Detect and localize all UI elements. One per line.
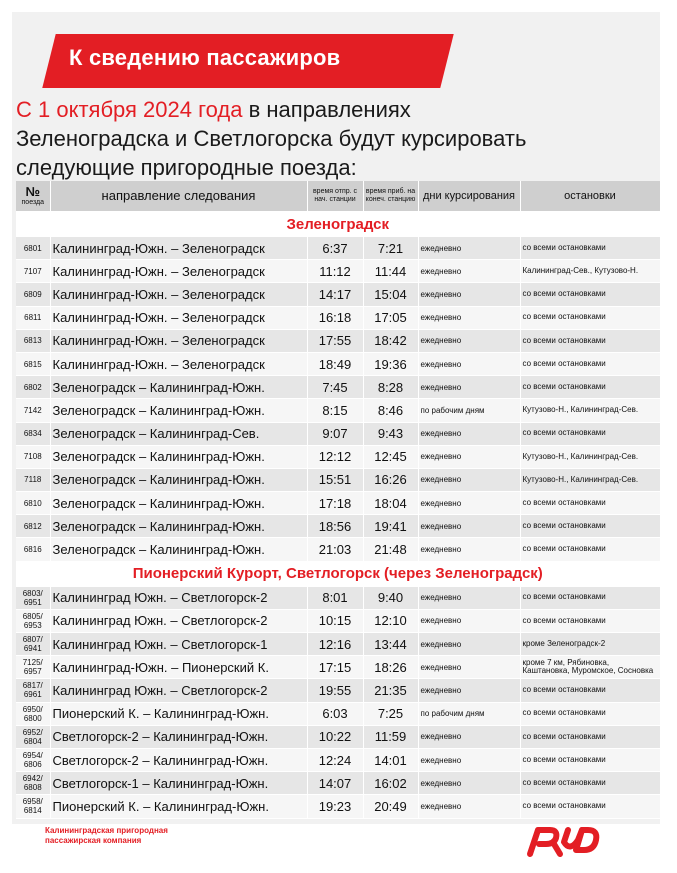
days-cell: по рабочим дням — [418, 399, 520, 422]
direction-cell: Калининград-Южн. – Зеленоградск — [50, 260, 307, 283]
direction-cell: Зеленоградск – Калининград-Южн. — [50, 538, 307, 561]
departure-cell: 17:18 — [307, 492, 363, 515]
table-row — [16, 376, 660, 399]
departure-cell: 8:15 — [307, 399, 363, 422]
header-departure: время отпр. с нач. станции — [307, 181, 363, 212]
table-row — [16, 283, 660, 306]
table-row — [16, 538, 660, 561]
train-number-cell: 6809 — [16, 283, 50, 306]
heading-line2: Зеленоградска и Светлогорска будут курсировать — [16, 126, 527, 151]
train-number-cell: 7107 — [16, 260, 50, 283]
arrival-cell: 19:36 — [363, 352, 418, 375]
departure-cell: 16:18 — [307, 306, 363, 329]
train-number-cell: 6807/ 6941 — [16, 633, 50, 656]
table-row — [16, 260, 660, 283]
table-row — [16, 656, 660, 679]
stops-cell: Кутузово-Н., Калининград-Сев. — [520, 468, 660, 491]
train-number-cell: 6817/ 6961 — [16, 679, 50, 702]
stops-cell: со всеми остановками — [520, 306, 660, 329]
header-train-number: № поезда — [16, 181, 50, 212]
departure-cell: 6:37 — [307, 237, 363, 260]
days-cell: ежедневно — [418, 283, 520, 306]
heading-date: С 1 октября 2024 года — [16, 97, 243, 122]
table-row — [16, 609, 660, 632]
rzd-logo-icon — [524, 820, 604, 860]
heading-line3: следующие пригородные поезда: — [16, 155, 357, 180]
stops-cell: Кутузово-Н., Калининград-Сев. — [520, 399, 660, 422]
days-cell: ежедневно — [418, 329, 520, 352]
stops-cell: со всеми остановками — [520, 329, 660, 352]
arrival-cell: 14:01 — [363, 748, 418, 771]
notice-heading — [16, 95, 656, 182]
direction-cell: Пионерский К. – Калининград-Южн. — [50, 795, 307, 818]
arrival-cell: 11:44 — [363, 260, 418, 283]
departure-cell: 17:55 — [307, 329, 363, 352]
departure-cell: 17:15 — [307, 656, 363, 679]
days-cell: ежедневно — [418, 468, 520, 491]
direction-cell: Светлогорск-2 – Калининград-Южн. — [50, 748, 307, 771]
arrival-cell: 8:28 — [363, 376, 418, 399]
table-row — [16, 515, 660, 538]
table-row — [16, 702, 660, 725]
direction-cell: Пионерский К. – Калининград-Южн. — [50, 702, 307, 725]
stops-cell: со всеми остановками — [520, 679, 660, 702]
departure-cell: 14:07 — [307, 772, 363, 795]
stops-cell: со всеми остановками — [520, 609, 660, 632]
days-cell: ежедневно — [418, 260, 520, 283]
stops-cell: со всеми остановками — [520, 376, 660, 399]
direction-cell: Зеленоградск – Калининград-Южн. — [50, 515, 307, 538]
table-row — [16, 633, 660, 656]
table-row — [16, 445, 660, 468]
train-number-cell: 6954/ 6806 — [16, 748, 50, 771]
direction-cell: Зеленоградск – Калининград-Южн. — [50, 468, 307, 491]
table-row — [16, 679, 660, 702]
departure-cell: 6:03 — [307, 702, 363, 725]
table-row — [16, 748, 660, 771]
stops-cell: кроме 7 км, Рябиновка, Каштановка, Муромское, Сосновка — [520, 656, 660, 679]
table-row — [16, 306, 660, 329]
arrival-cell: 15:04 — [363, 283, 418, 306]
days-cell: ежедневно — [418, 725, 520, 748]
banner-title: К сведению пассажиров — [69, 45, 341, 70]
departure-cell: 15:51 — [307, 468, 363, 491]
direction-cell: Калининград Южн. – Светлогорск-2 — [50, 586, 307, 609]
departure-cell: 12:16 — [307, 633, 363, 656]
days-cell: ежедневно — [418, 376, 520, 399]
train-number-cell: 7125/ 6957 — [16, 656, 50, 679]
direction-cell: Зеленоградск – Калининград-Южн. — [50, 492, 307, 515]
direction-cell: Светлогорск-2 – Калининград-Южн. — [50, 725, 307, 748]
days-cell: ежедневно — [418, 515, 520, 538]
direction-cell: Зеленоградск – Калининград-Южн. — [50, 445, 307, 468]
direction-cell: Калининград-Южн. – Зеленоградск — [50, 237, 307, 260]
days-cell: ежедневно — [418, 656, 520, 679]
stops-cell: со всеми остановками — [520, 492, 660, 515]
section-title: Пионерский Курорт, Светлогорск (через Зеленоградск) — [16, 561, 660, 586]
stops-cell: кроме Зеленоградск-2 — [520, 633, 660, 656]
train-number-cell: 6810 — [16, 492, 50, 515]
table-row — [16, 352, 660, 375]
section-header-row — [16, 212, 660, 237]
header-arrival: время приб. на конеч. станцию — [363, 181, 418, 212]
departure-cell: 21:03 — [307, 538, 363, 561]
direction-cell: Зеленоградск – Калининград-Южн. — [50, 376, 307, 399]
train-number-cell: 6805/ 6953 — [16, 609, 50, 632]
heading-line1-rest: в направлениях — [242, 97, 411, 122]
days-cell: ежедневно — [418, 538, 520, 561]
table-row — [16, 468, 660, 491]
arrival-cell: 7:21 — [363, 237, 418, 260]
schedule-table — [16, 181, 661, 819]
direction-cell: Зеленоградск – Калининград-Южн. — [50, 399, 307, 422]
direction-cell: Зеленоградск – Калининград-Сев. — [50, 422, 307, 445]
train-number-cell: 6815 — [16, 352, 50, 375]
table-row — [16, 795, 660, 818]
table-header-row — [16, 181, 660, 212]
stops-cell: со всеми остановками — [520, 748, 660, 771]
company-name: Калининградская пригородная пассажирская компания — [45, 826, 168, 845]
departure-cell: 8:01 — [307, 586, 363, 609]
arrival-cell: 8:46 — [363, 399, 418, 422]
stops-cell: со всеми остановками — [520, 422, 660, 445]
arrival-cell: 7:25 — [363, 702, 418, 725]
arrival-cell: 12:10 — [363, 609, 418, 632]
table-row — [16, 725, 660, 748]
table-body — [16, 212, 660, 819]
days-cell: ежедневно — [418, 748, 520, 771]
stops-cell: со всеми остановками — [520, 283, 660, 306]
arrival-cell: 9:43 — [363, 422, 418, 445]
departure-cell: 12:12 — [307, 445, 363, 468]
train-number-cell: 7142 — [16, 399, 50, 422]
arrival-cell: 11:59 — [363, 725, 418, 748]
table-row — [16, 329, 660, 352]
departure-cell: 7:45 — [307, 376, 363, 399]
departure-cell: 9:07 — [307, 422, 363, 445]
train-number-cell: 6812 — [16, 515, 50, 538]
train-number-cell: 6942/ 6808 — [16, 772, 50, 795]
table-row — [16, 422, 660, 445]
stops-cell: со всеми остановками — [520, 586, 660, 609]
days-cell: ежедневно — [418, 679, 520, 702]
arrival-cell: 16:26 — [363, 468, 418, 491]
train-number-cell: 6952/ 6804 — [16, 725, 50, 748]
arrival-cell: 18:04 — [363, 492, 418, 515]
header-direction: направление следования — [50, 181, 307, 212]
arrival-cell: 18:42 — [363, 329, 418, 352]
days-cell: ежедневно — [418, 422, 520, 445]
arrival-cell: 21:35 — [363, 679, 418, 702]
arrival-cell: 9:40 — [363, 586, 418, 609]
arrival-cell: 17:05 — [363, 306, 418, 329]
train-number-cell: 6958/ 6814 — [16, 795, 50, 818]
header-stops: остановки — [520, 181, 660, 212]
train-number-cell: 6813 — [16, 329, 50, 352]
train-number-cell: 6803/ 6951 — [16, 586, 50, 609]
train-number-cell: 7118 — [16, 468, 50, 491]
direction-cell: Калининград-Южн. – Зеленоградск — [50, 306, 307, 329]
days-cell: ежедневно — [418, 609, 520, 632]
stops-cell: со всеми остановками — [520, 725, 660, 748]
departure-cell: 18:56 — [307, 515, 363, 538]
days-cell: ежедневно — [418, 795, 520, 818]
departure-cell: 10:22 — [307, 725, 363, 748]
departure-cell: 19:23 — [307, 795, 363, 818]
direction-cell: Калининград Южн. – Светлогорск-1 — [50, 633, 307, 656]
days-cell: ежедневно — [418, 492, 520, 515]
header-days: дни курсирования — [418, 181, 520, 212]
table-row — [16, 237, 660, 260]
direction-cell: Светлогорск-1 – Калининград-Южн. — [50, 772, 307, 795]
arrival-cell: 12:45 — [363, 445, 418, 468]
departure-cell: 14:17 — [307, 283, 363, 306]
train-number-cell: 6950/ 6800 — [16, 702, 50, 725]
train-number-cell: 6802 — [16, 376, 50, 399]
direction-cell: Калининград Южн. – Светлогорск-2 — [50, 609, 307, 632]
stops-cell: со всеми остановками — [520, 772, 660, 795]
table-row — [16, 772, 660, 795]
section-title: Зеленоградск — [16, 212, 660, 237]
days-cell: ежедневно — [418, 445, 520, 468]
stops-cell: со всеми остановками — [520, 538, 660, 561]
stops-cell: со всеми остановками — [520, 352, 660, 375]
direction-cell: Калининград-Южн. – Зеленоградск — [50, 352, 307, 375]
days-cell: по рабочим дням — [418, 702, 520, 725]
arrival-cell: 20:49 — [363, 795, 418, 818]
departure-cell: 18:49 — [307, 352, 363, 375]
departure-cell: 10:15 — [307, 609, 363, 632]
days-cell: ежедневно — [418, 633, 520, 656]
direction-cell: Калининград-Южн. – Пионерский К. — [50, 656, 307, 679]
arrival-cell: 13:44 — [363, 633, 418, 656]
stops-cell: со всеми остановками — [520, 795, 660, 818]
train-number-cell: 6811 — [16, 306, 50, 329]
stops-cell: Кутузово-Н., Калининград-Сев. — [520, 445, 660, 468]
table-row — [16, 399, 660, 422]
train-number-cell: 6801 — [16, 237, 50, 260]
arrival-cell: 16:02 — [363, 772, 418, 795]
arrival-cell: 19:41 — [363, 515, 418, 538]
departure-cell: 11:12 — [307, 260, 363, 283]
arrival-cell: 21:48 — [363, 538, 418, 561]
days-cell: ежедневно — [418, 772, 520, 795]
days-cell: ежедневно — [418, 237, 520, 260]
direction-cell: Калининград-Южн. – Зеленоградск — [50, 329, 307, 352]
stops-cell: со всеми остановками — [520, 515, 660, 538]
days-cell: ежедневно — [418, 306, 520, 329]
arrival-cell: 18:26 — [363, 656, 418, 679]
table-row — [16, 492, 660, 515]
direction-cell: Калининград-Южн. – Зеленоградск — [50, 283, 307, 306]
days-cell: ежедневно — [418, 352, 520, 375]
stops-cell: со всеми остановками — [520, 237, 660, 260]
stops-cell: Калининград-Сев., Кутузово-Н. — [520, 260, 660, 283]
departure-cell: 12:24 — [307, 748, 363, 771]
days-cell: ежедневно — [418, 586, 520, 609]
train-number-cell: 6834 — [16, 422, 50, 445]
departure-cell: 19:55 — [307, 679, 363, 702]
section-header-row — [16, 561, 660, 586]
train-number-cell: 7108 — [16, 445, 50, 468]
train-number-cell: 6816 — [16, 538, 50, 561]
stops-cell: со всеми остановками — [520, 702, 660, 725]
direction-cell: Калининград Южн. – Светлогорск-2 — [50, 679, 307, 702]
table-row — [16, 586, 660, 609]
